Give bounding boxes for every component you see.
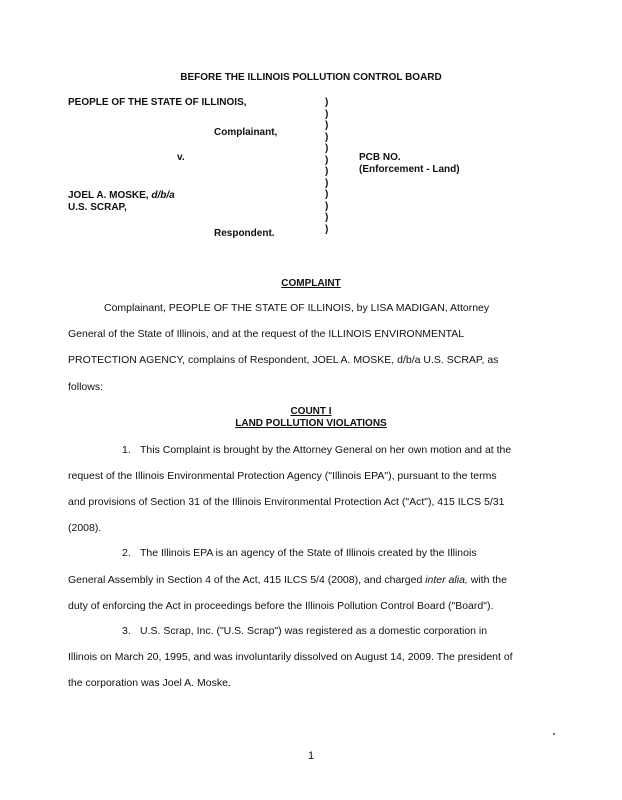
paragraph-number: 2.: [122, 547, 131, 559]
caption-paren: ): [325, 200, 329, 212]
scan-speck: [553, 733, 555, 735]
para3-line-2: Illinois on March 20, 1995, and was involuntarily dissolved on August 14, 2009. The president of: [68, 651, 513, 663]
respondent-name-main: JOEL A. MOSKE,: [68, 190, 152, 201]
respondent-name-line2: U.S. SCRAP,: [68, 202, 127, 213]
pcb-number: PCB NO.: [359, 152, 401, 163]
board-title: BEFORE THE ILLINOIS POLLUTION CONTROL BOARD: [180, 72, 442, 83]
caption-paren: ): [325, 177, 329, 189]
respondent-dba: d/b/a: [151, 190, 175, 201]
caption-paren: ): [325, 97, 329, 108]
caption-paren: ): [325, 189, 329, 200]
respondent-name: [68, 190, 175, 201]
para2-line-3: duty of enforcing the Act in proceedings before the Illinois Pollution Control Board ("Board").: [68, 600, 494, 612]
para2-line-2-end: with the: [467, 574, 507, 586]
respondent-label: Respondent.: [214, 228, 275, 239]
caption-paren: ): [325, 131, 329, 143]
versus-label: v.: [177, 152, 185, 163]
count-title: COUNT I: [290, 406, 332, 417]
para2-line-1: The Illinois EPA is an agency of the State of Illinois created by the Illinois: [140, 547, 477, 559]
intro-line-3: PROTECTION AGENCY, complains of Respondent, JOEL A. MOSKE, d/b/a U.S. SCRAP, as: [68, 354, 499, 366]
caption-paren: ): [325, 120, 329, 131]
para3-line-3: the corporation was Joel A. Moske.: [68, 677, 231, 689]
intro-line-1: Complainant, PEOPLE OF THE STATE OF ILLINOIS, by LISA MADIGAN, Attorney: [104, 302, 490, 314]
count-subtitle: LAND POLLUTION VIOLATIONS: [235, 418, 387, 429]
para3-line-1: U.S. Scrap, Inc. ("U.S. Scrap") was registered as a domestic corporation in: [140, 625, 488, 637]
complaint-heading: COMPLAINT: [281, 278, 341, 289]
para1-line-4: (2008).: [68, 522, 102, 534]
complainant-label: Complainant,: [214, 127, 278, 138]
para1-line-3: and provisions of Section 31 of the Illinois Environmental Protection Act ("Act"), 415 ILCS 5/31: [68, 496, 505, 508]
para1-line-2: request of the Illinois Environmental Protection Agency ("Illinois EPA"), pursuant to the terms: [68, 470, 497, 482]
caption-paren: ): [325, 143, 329, 154]
caption-paren: ): [325, 108, 329, 120]
page-number: 1: [307, 750, 315, 762]
caption-paren: ): [325, 154, 329, 166]
inter-alia-text: inter alia,: [425, 574, 468, 586]
para2-line-2: [68, 574, 507, 586]
plaintiff-name: PEOPLE OF THE STATE OF ILLINOIS,: [68, 97, 247, 108]
intro-line-2: General of the State of Illinois, and at the request of the ILLINOIS ENVIRONMENTAL: [68, 328, 465, 340]
para1-line-1: This Complaint is brought by the Attorney General on her own motion and at the: [140, 444, 512, 456]
caption-paren: ): [325, 223, 329, 235]
caption-paren: ): [325, 166, 329, 177]
intro-line-4: follows:: [68, 381, 104, 393]
caption-parentheses: [325, 97, 328, 235]
paragraph-number: 3.: [122, 625, 131, 637]
caption-paren: ): [325, 212, 329, 223]
enforcement-type: (Enforcement - Land): [359, 164, 460, 175]
paragraph-number: 1.: [122, 444, 131, 456]
para2-line-2-start: General Assembly in Section 4 of the Act, 415 ILCS 5/4 (2008), and charged: [68, 574, 426, 586]
